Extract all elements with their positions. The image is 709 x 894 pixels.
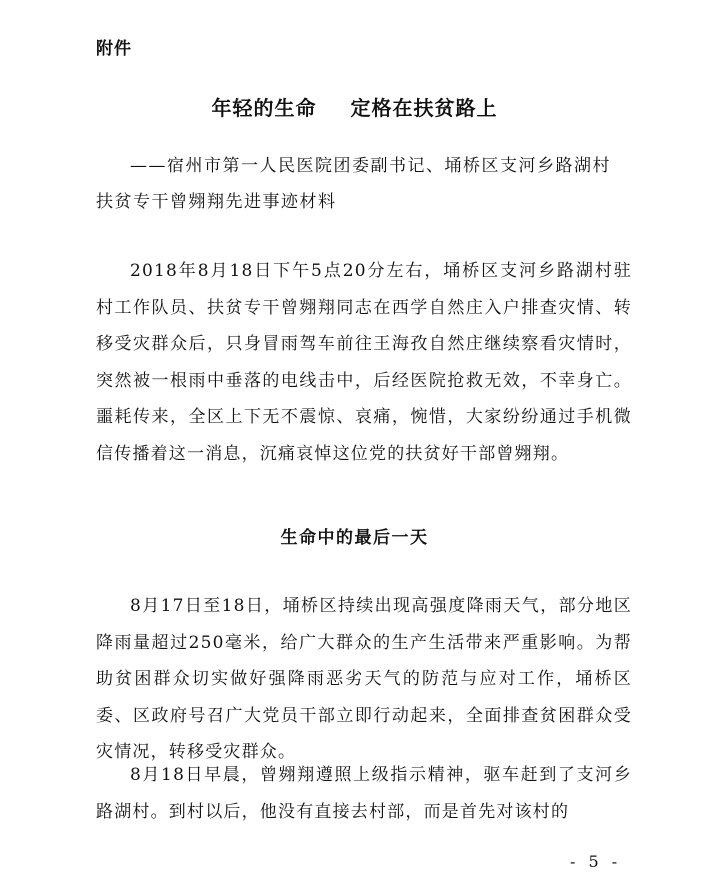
subtitle-line-2: 扶贫专干曾翙翔先进事迹材料 <box>96 192 337 212</box>
paragraph-1: 2018年8月18日下午5点20分左右，埇桥区支河乡路湖村驻村工作队员、扶贫专干曾翙翔同志在西学自然庄入户排查灾情、转移受灾群众后，只身冒雨驾车前往王海孜自然庄继续察看灾情时，突然被一根雨中垂落的电线击中，后经医院抢救无效，不幸身亡。噩耗传来，全区上下无不震惊、哀痛，惋惜，大家纷纷通过手机微信传播着这一消息，沉痛哀悼这位党的扶贫好干部曾翙翔。 <box>96 261 632 464</box>
paragraph-3: 8月18日早晨，曾翙翔遵照上级指示精神，驱车赶到了支河乡路湖村。到村以后，他没有直接去村部，而是首先对该村的 <box>96 765 632 822</box>
attachment-label: 附件 <box>96 39 132 59</box>
title-part-1: 年轻的生命 <box>211 96 317 120</box>
section-title: 生命中的最后一天 <box>280 528 429 548</box>
subtitle-line-1: ——宿州市第一人民医院团委副书记、埇桥区支河乡路湖村 <box>130 156 611 176</box>
paragraph-2: 8月17日至18日，埇桥区持续出现高强度降雨天气，部分地区降雨量超过250毫米，给广大群众的生产生活带来严重影响。为帮助贫困群众切实做好强降雨恶劣天气的防范与应对工作，埇桥区委、区政府号召广大党员干部立即行动起来，全面排查贫困群众受灾情况，转移受灾群众。 <box>96 596 632 762</box>
page-number: - 5 - <box>570 852 622 871</box>
title-part-2: 定格在扶贫路上 <box>350 96 498 120</box>
document-title <box>0 92 709 121</box>
document-subtitle <box>96 148 636 220</box>
